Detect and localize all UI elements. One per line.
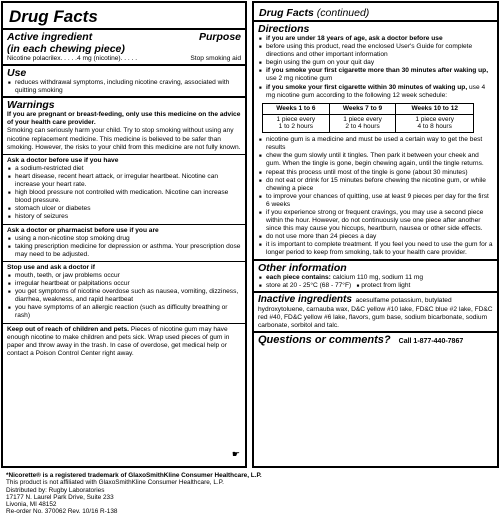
pregnancy-warning-text: Smoking can seriously harm your child. Try to stop smoking without using any nicotine replacement medicine. This medicine is believed to be safer than smoking. However, the risks to your child from this medicine are not fully known.	[7, 127, 241, 151]
divider	[3, 323, 245, 324]
divider	[254, 331, 497, 333]
ask-pharmacist-heading: Ask a doctor or pharmacist before use if you are	[7, 226, 159, 234]
list-item: ■ it is important to complete treatment. If you feel you need to use the gum for a longer period to keep from smoking, talk to your health care provider.	[266, 241, 493, 257]
inactive-ingredients-text: acesulfame potassium, butylated hydroxytoluene, carnauba wax, D&C yellow #10 lake, FD&C blue #2 lake, FD&C red #40, FD&C yellow #6 lake, flavors, gum base, sodium bicarbonate, sodium carbonate, sorbitol and talc.	[258, 296, 493, 329]
list-item: ■ do not use more than 24 pieces a day	[266, 233, 493, 241]
direction-text: use 4 mg nicotine gum according to the following 12 week schedule:	[266, 83, 486, 99]
questions-line	[258, 334, 493, 346]
list-item: ■ a sodium-restricted diet	[15, 165, 241, 173]
distributor-address: 17177 N. Laurel Park Drive, Suite 233	[6, 493, 114, 501]
divider	[3, 64, 245, 66]
direction-bold: if you smoke your first cigarette more than 30 minutes after waking up,	[266, 67, 489, 75]
bullet-icon: ■	[356, 282, 360, 288]
list-item	[266, 84, 493, 100]
divider	[254, 20, 497, 22]
list-item: ■ nicotine gum is a medicine and must be used a certain way to get the best results	[266, 136, 493, 152]
list-item	[266, 282, 493, 290]
directions-heading: Directions	[258, 23, 310, 35]
cell-line: 1 piece every	[276, 115, 316, 123]
list-item: ■ you have symptoms of an allergic reaction (such as difficulty breathing or rash)	[15, 304, 241, 320]
ingredient-purpose: Stop smoking aid	[190, 55, 241, 62]
ask-doctor-list	[7, 165, 241, 222]
inactive-ingredients	[258, 294, 493, 330]
dosage-schedule-table	[262, 103, 474, 133]
list-item: ■ taking prescription medicine for depression or asthma. Your prescription dose may need to be adjusted.	[15, 243, 241, 259]
continue-arrow-icon: ☛	[231, 449, 240, 459]
table-row	[263, 114, 474, 133]
list-item: ■ do not eat or drink for 15 minutes before chewing the nicotine gum, or while chewing a piece	[266, 177, 493, 193]
list-item: ■ to improve your chances of quitting, use at least 9 pieces per day for the first 6 weeks	[266, 193, 493, 209]
ingredient-amount: Nicotine polacrilex. . . . .4 mg (nicotine). . . . .	[7, 55, 138, 62]
list-item: ■ high blood pressure not controlled with medication. Nicotine can increase blood pressure.	[15, 189, 241, 205]
direction-text: begin using the gum on your quit day	[266, 59, 375, 67]
pregnancy-warning: If you are pregnant or breast-feeding, only use this medicine on the advice of your health care provider.	[7, 111, 241, 127]
drug-facts-left-panel	[1, 1, 247, 468]
direction-text: before using this product, read the enclosed User's Guide for complete directions and other important information	[266, 43, 473, 59]
purpose-heading: Purpose	[198, 31, 241, 43]
divider	[3, 28, 245, 30]
list-item	[266, 67, 493, 83]
reorder-info: Re-order No. 370062 Rev. 10/16 R-138	[6, 508, 118, 516]
continued-label: (continued)	[316, 7, 370, 19]
stop-use-heading: Stop use and ask a doctor if	[7, 263, 95, 271]
inactive-ingredients-heading: Inactive ingredients	[258, 293, 352, 305]
active-ingredient-heading: Active ingredient	[7, 31, 93, 43]
table-header: Weeks 10 to 12	[396, 103, 474, 114]
stop-use-list	[7, 272, 241, 321]
distributor-city: Livonia, MI 48152	[6, 501, 57, 509]
other-info-bold: each piece contains:	[266, 273, 331, 281]
use-list	[7, 79, 241, 95]
drug-facts-title: Drug Facts	[9, 7, 98, 26]
questions-heading: Questions or comments?	[258, 334, 391, 347]
distributor: Distributed by: Rugby Laboratories	[6, 486, 105, 494]
table-cell	[263, 114, 330, 133]
use-heading: Use	[7, 67, 27, 80]
ask-pharmacist-list	[7, 235, 241, 259]
list-item: ■ heart disease, recent heart attack, or irregular heartbeat. Nicotine can increase your heart rate.	[15, 173, 241, 189]
list-item	[266, 43, 493, 59]
direction-bold: if you smoke your first cigarette within 30 minutes of waking up,	[266, 83, 468, 91]
ask-doctor-heading: Ask a doctor before use if you have	[7, 156, 119, 164]
directions-list-top	[258, 35, 493, 100]
cell-line: 2 to 4 hours	[345, 123, 380, 131]
storage-text: store at 20 - 25°C (68 - 77°F)	[266, 281, 352, 289]
trademark-notice: *Nicorette® is a registered trademark of GlaxoSmithKline Consumer Healthcare, L.P.	[6, 472, 262, 479]
divider	[3, 96, 245, 98]
list-item: ■ repeat this process until most of the tingle is gone (about 30 minutes)	[266, 169, 493, 177]
label-footer	[6, 472, 496, 516]
direction-text: use 2 mg nicotine gum	[266, 75, 333, 83]
warnings-heading: Warnings	[7, 99, 55, 112]
other-info-text: calcium 110 mg, sodium 11 mg	[330, 273, 423, 281]
table-header: Weeks 1 to 6	[263, 103, 330, 114]
list-item: ■ chew the gum slowly until it tingles. Then park it between your cheek and gum. When the tingle is gone, begin chewing again, until the tingle returns.	[266, 152, 493, 168]
list-item	[266, 274, 493, 282]
divider	[254, 291, 497, 293]
drug-facts-right-panel	[252, 1, 499, 468]
keep-out-of-reach	[7, 326, 241, 358]
list-item	[266, 59, 493, 67]
active-ingredient-subheading: (in each chewing piece)	[7, 43, 125, 55]
keep-out-of-reach-bold: Keep out of reach of children and pets.	[7, 325, 130, 333]
drug-facts-title-right: Drug Facts	[259, 7, 314, 19]
drug-facts-continued-title	[259, 7, 493, 19]
list-item: ■ history of seizures	[15, 213, 241, 221]
active-ingredient-line	[7, 55, 241, 63]
table-header: Weeks 7 to 9	[329, 103, 396, 114]
divider	[3, 224, 245, 225]
list-item: ■ using a non-nicotine stop smoking drug	[15, 235, 241, 243]
table-header-row	[263, 103, 474, 114]
list-item: ■ mouth, teeth, or jaw problems occur	[15, 272, 241, 280]
list-item: ■ you get symptoms of nicotine overdose such as nausea, vomiting, dizziness, diarrhea, weakness, and rapid heartbeat	[15, 288, 241, 304]
list-item: ■ if you experience strong or frequent cravings, you may use a second piece within the hour. However, do not continuously use one piece after another since this may cause you hiccups, heartburn, nausea or other side effects.	[266, 209, 493, 233]
questions-phone: Call 1-877-440-7867	[398, 338, 464, 346]
direction-bold: if you are under 18 years of age, ask a doctor before use	[266, 35, 443, 42]
divider	[3, 261, 245, 262]
other-information-heading: Other information	[258, 261, 347, 274]
divider	[3, 154, 245, 155]
cell-line: 4 to 8 hours	[417, 123, 452, 131]
affiliation-notice: This product is not affiliated with GlaxoSmithKline Consumer Healthcare, L.P.	[6, 479, 224, 487]
cell-line: 1 piece every	[343, 115, 382, 123]
list-item	[266, 35, 493, 43]
divider	[254, 259, 497, 261]
light-text: protect from light	[361, 281, 411, 289]
list-item: ■ reduces withdrawal symptoms, including nicotine craving, associated with quitting smoking	[15, 79, 241, 95]
active-ingredient-header	[7, 31, 241, 43]
table-cell	[396, 114, 474, 133]
other-information-list	[258, 274, 493, 290]
list-item: ■ irregular heartbeat or palpitations occur	[15, 280, 241, 288]
keep-out-of-reach-text: Pieces of nicotine gum may have enough nicotine to make children and pets sick. Wrap used pieces of gum in paper and throw away in the trash. In case of overdose, get medical help or contact a Poison Control Center right away.	[7, 325, 230, 357]
list-item: ■ stomach ulcer or diabetes	[15, 205, 241, 213]
cell-line: 1 to 2 hours	[278, 123, 313, 131]
table-cell	[329, 114, 396, 133]
cell-line: 1 piece every	[415, 115, 455, 123]
directions-list-bottom	[258, 136, 493, 257]
